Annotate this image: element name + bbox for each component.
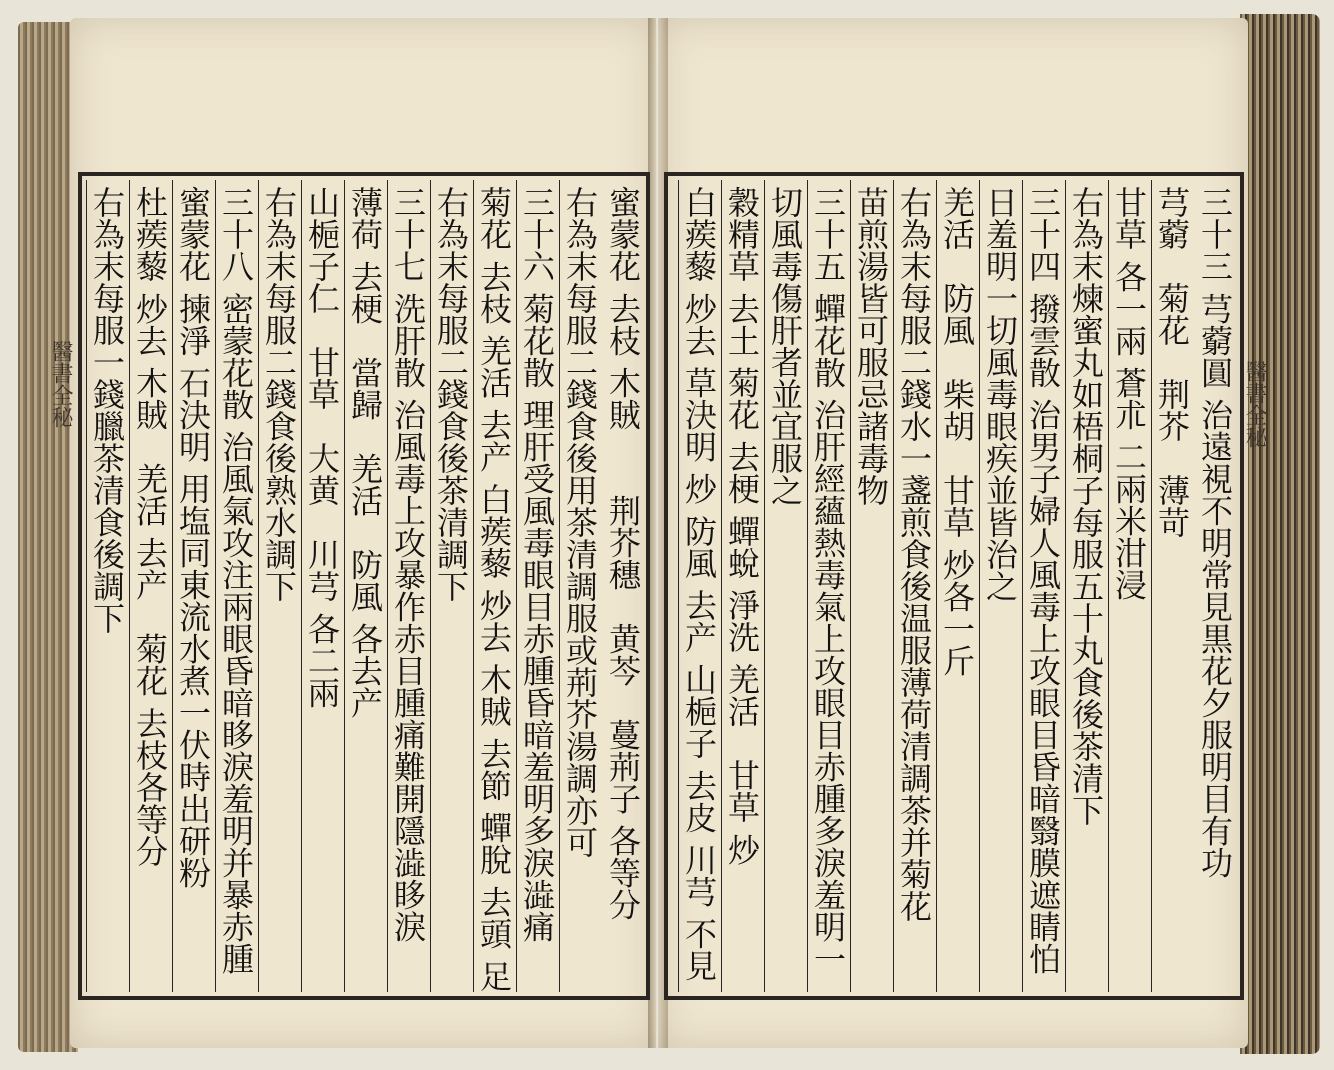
section-heading: 三十四 撥雲散 治男子婦人風毒上攻眼目昏暗翳膜遮睛怕	[1022, 180, 1064, 992]
text-column: 芎藭 菊花 荆芥 薄苛	[1151, 180, 1193, 992]
section-heading: 三十七 洗肝散 治風毒上攻暴作赤目腫痛難開隱澁眵淚	[387, 180, 429, 992]
text-column: 苗煎湯皆可服忌諸毒物	[850, 180, 892, 992]
text-column: 右為末每服二錢水一盞煎食後温服薄荷清調茶并菊花	[893, 180, 935, 992]
book-edge-left	[18, 22, 78, 1052]
section-heading: 三十六 菊花散 理肝受風毒眼目赤腫昏暗羞明多淚澁痛	[516, 180, 558, 992]
text-column: 日羞明一切風毒眼疾並皆治之	[979, 180, 1021, 992]
text-column: 右為末每服一錢臘茶清食後調下	[86, 180, 128, 992]
left-margin-label: 醫書全秘	[48, 340, 73, 428]
text-column: 山梔子仁 甘草 大黄 川芎 各二兩	[301, 180, 343, 992]
text-column: 杜蒺藜 炒去 木賊 羌活 去产 菊花 去枝各等分	[129, 180, 171, 992]
text-column: 羌活 防風 柴胡 甘草 炒各一斤	[936, 180, 978, 992]
right-margin-label: 醫書全秘	[1242, 360, 1267, 448]
text-column: 薄荷 去梗 當歸 羌活 防風 各去产	[344, 180, 386, 992]
text-column: 右為末每服二錢食後茶清調下	[430, 180, 472, 992]
text-column: 蜜蒙花 揀淨 石決明 用塩同東流水煮一伏時出研粉	[172, 180, 214, 992]
right-text-frame	[664, 172, 1244, 1000]
section-heading: 三十三 芎藭圓 治遠視不明常見黒花夕服明目有功	[1196, 186, 1234, 879]
text-column: 白蒺藜 炒去 草決明 炒 防風 去产 山梔子 去皮 川芎 不見	[678, 180, 720, 992]
text-column: 右為末煉蜜丸如梧桐子每服五十丸食後茶清下	[1065, 180, 1107, 992]
section-heading: 三十五 蟬花散 治肝經蘊熱毒氣上攻眼目赤腫多淚羞明一	[807, 180, 849, 992]
left-text-frame	[78, 172, 650, 1000]
text-column: 右為末每服二錢食後熟水調下	[258, 180, 300, 992]
section-heading: 三十八 密蒙花散 治風氣攻注兩眼昏暗眵淚羞明并暴赤腫	[215, 180, 257, 992]
book-edge-right	[1240, 14, 1320, 1054]
text-column: 菊花 去枝 羌活 去产 白蒺藜 炒去 木賊 去節 蟬脫 去頭 足	[473, 180, 515, 992]
text-column: 右為末每服二錢食後用茶清調服或荊芥湯調亦可	[559, 180, 601, 992]
text-column: 蜜蒙花 去枝 木賊 荆芥穗 黄芩 蔓荊子 各等分	[604, 186, 642, 921]
text-column: 甘草 各一兩 蒼朮 二兩米泔浸	[1108, 180, 1150, 992]
text-column: 切風毒傷肝者並宜服之	[764, 180, 806, 992]
text-column: 穀精草 去土 菊花 去梗 蟬蛻 淨洗 羌活 甘草 炒	[721, 180, 763, 992]
